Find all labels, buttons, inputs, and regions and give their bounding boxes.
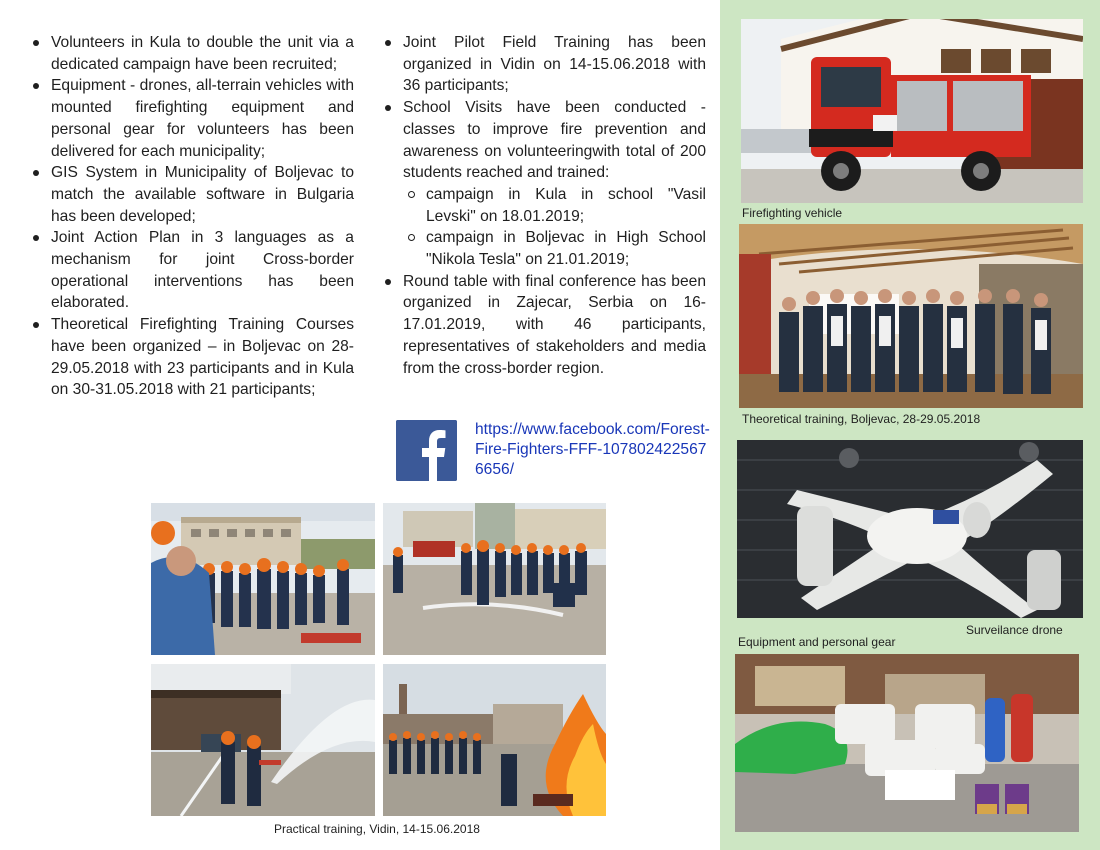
list-item-text: School Visits have been conducted - classes to improve fire prevention and awareness on volunteeringwith total of 200 students reached and trained: — [403, 99, 706, 182]
practical-photo-2 — [383, 503, 606, 655]
practical-photo-4 — [383, 664, 606, 816]
list-item: Round table with final conference has been organized in Zajecar, Serbia on 16-17.01.2019, with 46 participants, representatives of stakeholders and media from the cross-border region. — [380, 271, 706, 380]
list-item — [380, 97, 706, 271]
list-item: Joint Action Plan in 3 languages as a mechanism for joint Cross-border operational interventions has been elaborated. — [28, 227, 354, 314]
caption-equipment: Equipment and personal gear — [738, 635, 896, 649]
practical-photo-1 — [151, 503, 375, 655]
caption-surveillance-drone: Surveilance drone — [966, 623, 1063, 637]
sub-bullet-list — [403, 184, 706, 271]
theoretical-training-photo — [739, 224, 1083, 408]
caption-practical-training: Practical training, Vidin, 14-15.06.2018 — [274, 822, 480, 836]
middle-text-column — [380, 32, 706, 379]
list-item: Volunteers in Kula to double the unit via a dedicated campaign have been recruited; — [28, 32, 354, 75]
firefighting-vehicle-photo — [741, 19, 1083, 203]
middle-bullet-list — [380, 32, 706, 379]
equipment-photo — [735, 654, 1079, 832]
list-item: GIS System in Municipality of Boljevac to match the available software in Bulgaria has been developed; — [28, 162, 354, 227]
facebook-box — [396, 420, 716, 486]
list-item: Theoretical Firefighting Training Courses have been organized – in Boljevac on 28-29.05.2018 with 23 participants and in Kula on 30-31.05.2018 with 21 participants; — [28, 314, 354, 401]
sub-list-item: campaign in Boljevac in High School "Nikola Tesla" on 21.01.2019; — [403, 227, 706, 270]
facebook-icon[interactable] — [396, 420, 457, 481]
caption-theoretical-training: Theoretical training, Boljevac, 28-29.05.2018 — [742, 412, 981, 426]
left-bullet-list — [28, 32, 354, 401]
list-item: Joint Pilot Field Training has been organized in Vidin on 14-15.06.2018 with 36 participants; — [380, 32, 706, 97]
facebook-link[interactable]: https://www.facebook.com/Forest-Fire-Fighters-FFF-1078024225676656/ — [475, 421, 710, 478]
sub-list-item: campaign in Kula in school "Vasil Levski" on 18.01.2019; — [403, 184, 706, 227]
practical-photo-3 — [151, 664, 375, 816]
caption-firefighting-vehicle: Firefighting vehicle — [742, 206, 843, 220]
surveillance-drone-photo — [737, 440, 1083, 618]
left-text-column — [28, 32, 354, 401]
list-item: Equipment - drones, all-terrain vehicles with mounted firefighting equipment and personal gear for volunteers has been delivered for each municipality; — [28, 75, 354, 162]
